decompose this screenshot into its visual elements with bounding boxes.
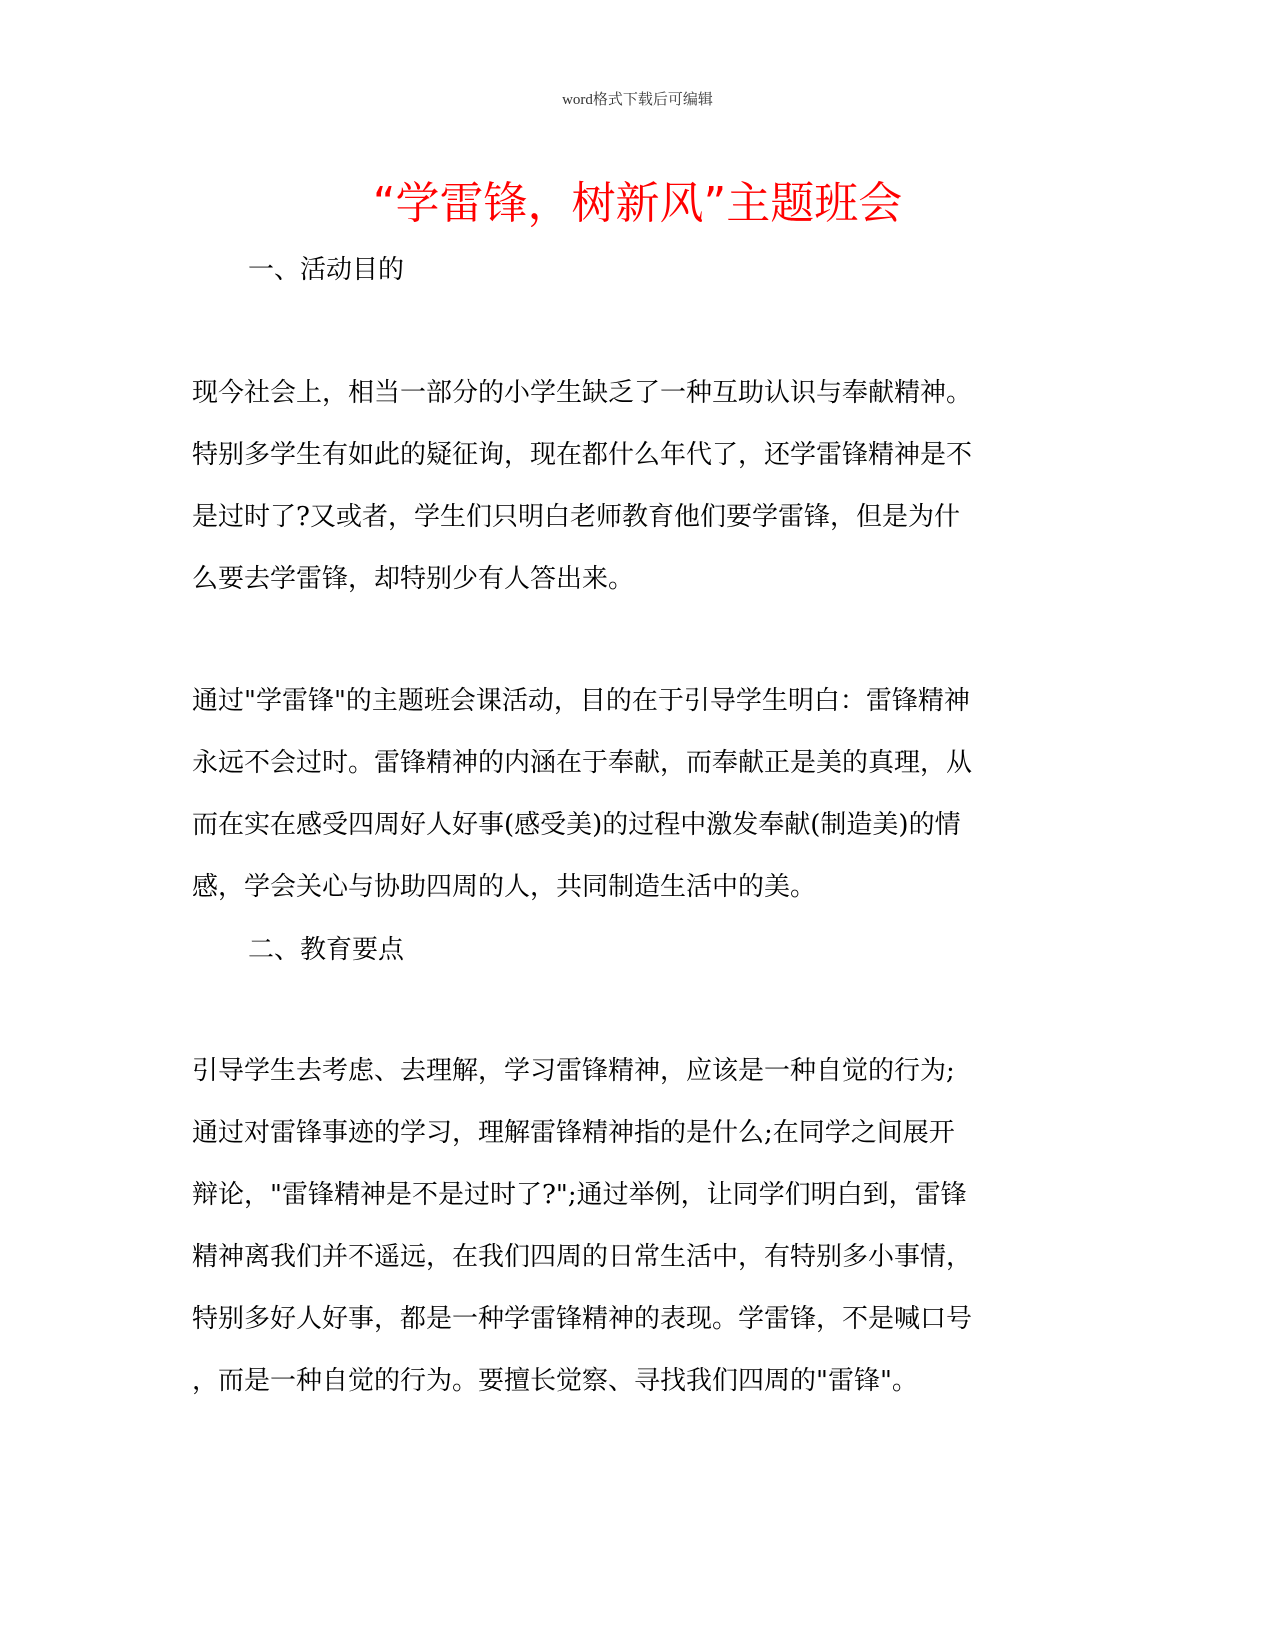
paragraph-line: 辩论，"雷锋精神是不是过时了?";通过举例，让同学们明白到，雷锋 bbox=[192, 1180, 967, 1210]
paragraph-line: 现今社会上，相当一部分的小学生缺乏了一种互助认识与奉献精神。 bbox=[192, 378, 973, 408]
paragraph-key-points bbox=[192, 1040, 1072, 1412]
paragraph-line: 特别多学生有如此的疑征询，现在都什么年代了，还学雷锋精神是不 bbox=[192, 440, 973, 470]
section-heading-key-points: 二、教育要点 bbox=[248, 935, 405, 965]
paragraph-line: ，而是一种自觉的行为。要擅长觉察、寻找我们四周的"雷锋"。 bbox=[192, 1366, 918, 1396]
paragraph-line: 感，学会关心与协助四周的人，共同制造生活中的美。 bbox=[192, 872, 817, 902]
paragraph-purpose-1 bbox=[192, 362, 1072, 610]
section-heading-purpose: 一、活动目的 bbox=[248, 255, 405, 285]
paragraph-purpose-2 bbox=[192, 670, 1072, 918]
paragraph-line: 么要去学雷锋，却特别少有人答出来。 bbox=[192, 564, 635, 594]
paragraph-line: 通过对雷锋事迹的学习，理解雷锋精神指的是什么;在同学之间展开 bbox=[192, 1118, 955, 1148]
paragraph-line: 引导学生去考虑、去理解，学习雷锋精神，应该是一种自觉的行为; bbox=[192, 1056, 955, 1086]
paragraph-line: 通过"学雷锋"的主题班会课活动，目的在于引导学生明白：雷锋精神 bbox=[192, 686, 970, 716]
document-title: “学雷锋，树新风”主题班会 bbox=[372, 178, 903, 229]
paragraph-line: 特别多好人好事，都是一种学雷锋精神的表现。学雷锋，不是喊口号 bbox=[192, 1304, 973, 1334]
header-note: word格式下载后可编辑 bbox=[562, 92, 713, 108]
paragraph-line: 永远不会过时。雷锋精神的内涵在于奉献，而奉献正是美的真理，从 bbox=[192, 748, 973, 778]
paragraph-line: 是过时了?又或者，学生们只明白老师教育他们要学雷锋，但是为什 bbox=[192, 502, 960, 532]
paragraph-line: 精神离我们并不遥远，在我们四周的日常生活中，有特别多小事情， bbox=[192, 1242, 973, 1272]
paragraph-line: 而在实在感受四周好人好事(感受美)的过程中激发奉献(制造美)的情 bbox=[192, 810, 961, 840]
